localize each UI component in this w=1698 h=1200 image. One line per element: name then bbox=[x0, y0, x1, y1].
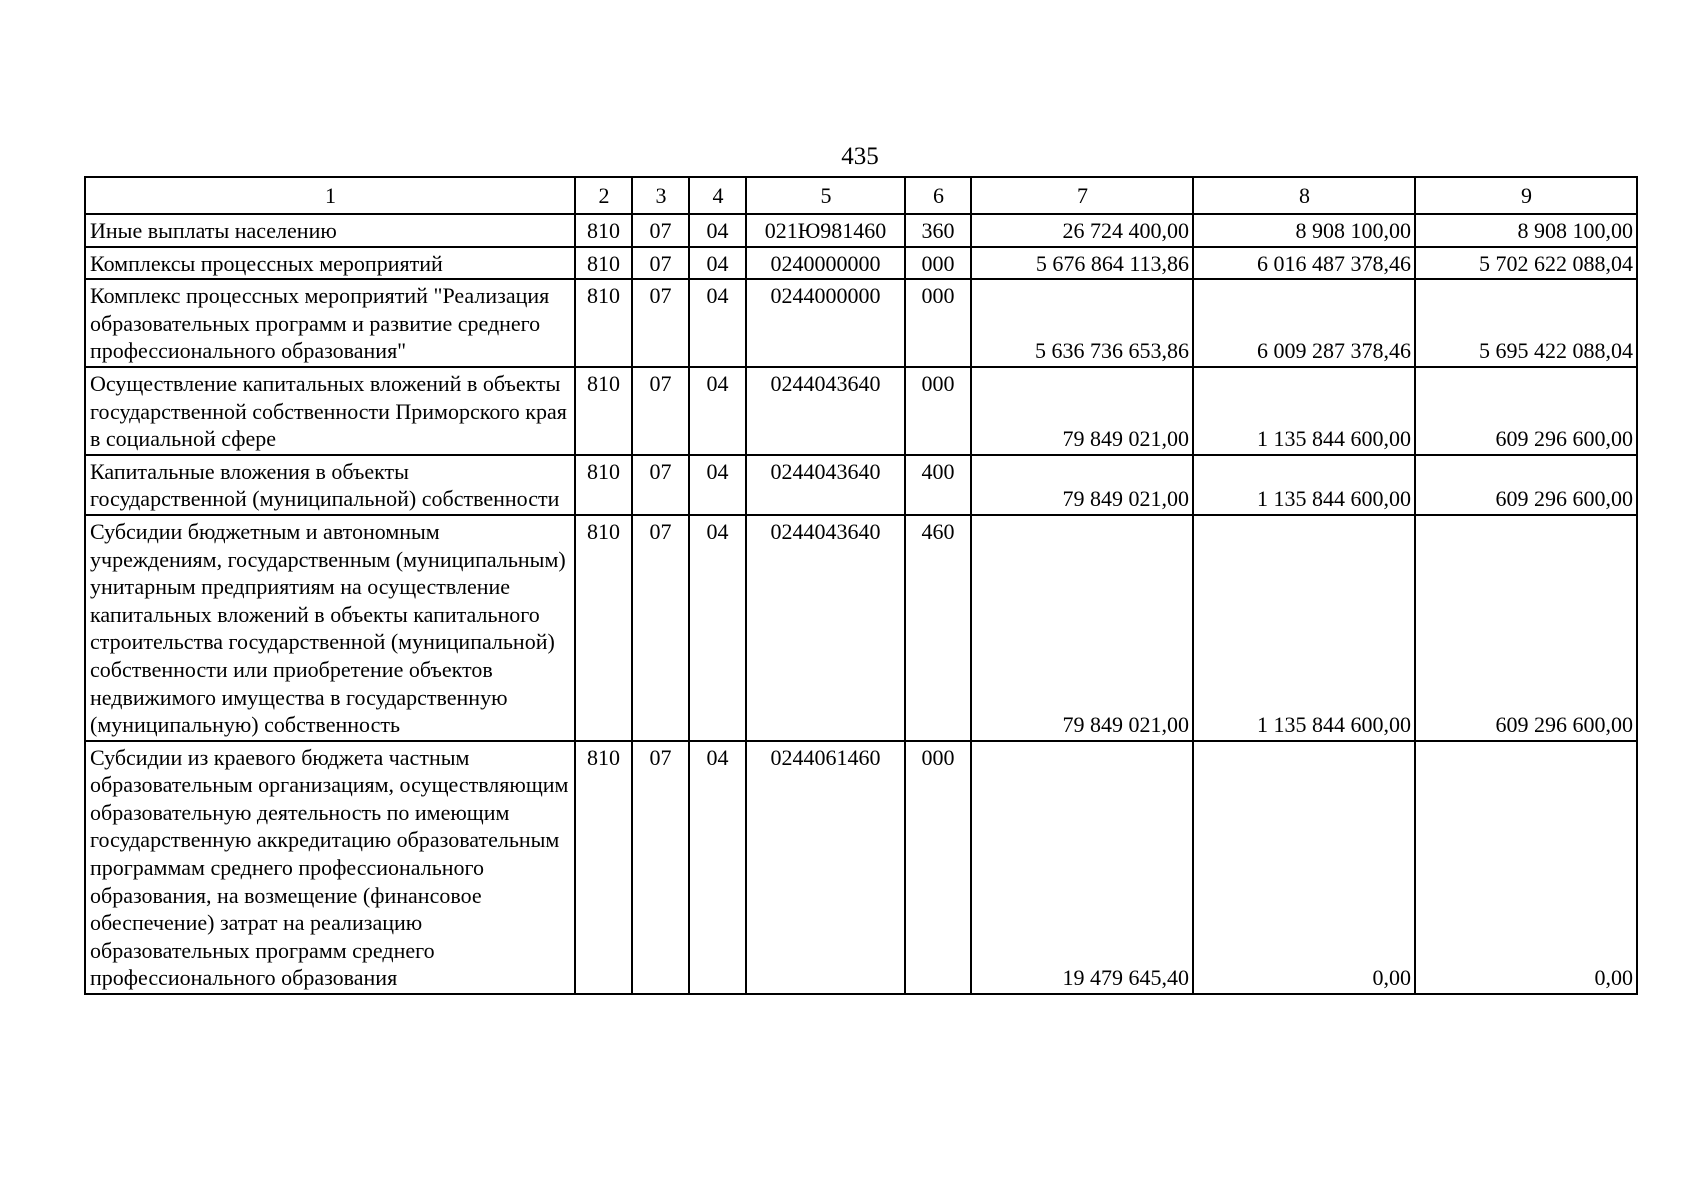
table-row bbox=[85, 455, 1637, 515]
row-name: Капитальные вложения в объекты государственной (муниципальной) собственности bbox=[85, 455, 575, 515]
code-cell: 000 bbox=[905, 367, 971, 455]
code-cell: 810 bbox=[575, 367, 632, 455]
amount-cell: 6 009 287 378,46 bbox=[1193, 279, 1415, 367]
table-row bbox=[85, 279, 1637, 367]
amount-cell: 26 724 400,00 bbox=[971, 214, 1193, 247]
amount-cell: 609 296 600,00 bbox=[1415, 367, 1637, 455]
code-cell: 000 bbox=[905, 279, 971, 367]
code-cell: 04 bbox=[689, 741, 746, 994]
table-row bbox=[85, 247, 1637, 280]
code-cell: 021Ю981460 bbox=[746, 214, 905, 247]
row-name: Субсидии бюджетным и автономным учреждениям, государственным (муниципальным) унитарным предприятиям на осуществление капитальных вложений в объекты капитального строительства государственной (муниципальной) собственности или приобретение объектов недвижимого имущества в государственную (муниципальную) собственность bbox=[85, 515, 575, 741]
code-cell: 0244043640 bbox=[746, 515, 905, 741]
code-cell: 07 bbox=[632, 247, 689, 280]
code-cell: 07 bbox=[632, 515, 689, 741]
code-cell: 000 bbox=[905, 741, 971, 994]
code-cell: 04 bbox=[689, 279, 746, 367]
code-cell: 460 bbox=[905, 515, 971, 741]
amount-cell: 5 676 864 113,86 bbox=[971, 247, 1193, 280]
code-cell: 04 bbox=[689, 515, 746, 741]
table-row bbox=[85, 741, 1637, 994]
column-header: 7 bbox=[971, 177, 1193, 214]
row-name: Комплексы процессных мероприятий bbox=[85, 247, 575, 280]
amount-cell: 8 908 100,00 bbox=[1193, 214, 1415, 247]
amount-cell: 6 016 487 378,46 bbox=[1193, 247, 1415, 280]
code-cell: 0244000000 bbox=[746, 279, 905, 367]
code-cell: 04 bbox=[689, 455, 746, 515]
column-header: 2 bbox=[575, 177, 632, 214]
amount-cell: 79 849 021,00 bbox=[971, 455, 1193, 515]
amount-cell: 5 702 622 088,04 bbox=[1415, 247, 1637, 280]
amount-cell: 0,00 bbox=[1193, 741, 1415, 994]
code-cell: 04 bbox=[689, 367, 746, 455]
column-header: 6 bbox=[905, 177, 971, 214]
page-number: 435 bbox=[841, 143, 879, 170]
column-header: 5 bbox=[746, 177, 905, 214]
amount-cell: 8 908 100,00 bbox=[1415, 214, 1637, 247]
code-cell: 810 bbox=[575, 741, 632, 994]
column-header: 3 bbox=[632, 177, 689, 214]
column-header: 1 bbox=[85, 177, 575, 214]
code-cell: 000 bbox=[905, 247, 971, 280]
code-cell: 07 bbox=[632, 214, 689, 247]
code-cell: 810 bbox=[575, 247, 632, 280]
amount-cell: 79 849 021,00 bbox=[971, 367, 1193, 455]
amount-cell: 79 849 021,00 bbox=[971, 515, 1193, 741]
amount-cell: 609 296 600,00 bbox=[1415, 455, 1637, 515]
column-header: 9 bbox=[1415, 177, 1637, 214]
amount-cell: 5 695 422 088,04 bbox=[1415, 279, 1637, 367]
table-row bbox=[85, 214, 1637, 247]
code-cell: 07 bbox=[632, 367, 689, 455]
code-cell: 04 bbox=[689, 214, 746, 247]
amount-cell: 1 135 844 600,00 bbox=[1193, 455, 1415, 515]
amount-cell: 1 135 844 600,00 bbox=[1193, 515, 1415, 741]
code-cell: 360 bbox=[905, 214, 971, 247]
amount-cell: 1 135 844 600,00 bbox=[1193, 367, 1415, 455]
row-name: Осуществление капитальных вложений в объекты государственной собственности Приморского края в социальной сфере bbox=[85, 367, 575, 455]
code-cell: 810 bbox=[575, 455, 632, 515]
code-cell: 400 bbox=[905, 455, 971, 515]
code-cell: 0244061460 bbox=[746, 741, 905, 994]
code-cell: 07 bbox=[632, 741, 689, 994]
amount-cell: 609 296 600,00 bbox=[1415, 515, 1637, 741]
table-row bbox=[85, 367, 1637, 455]
amount-cell: 19 479 645,40 bbox=[971, 741, 1193, 994]
code-cell: 0240000000 bbox=[746, 247, 905, 280]
code-cell: 07 bbox=[632, 279, 689, 367]
column-header: 8 bbox=[1193, 177, 1415, 214]
code-cell: 810 bbox=[575, 279, 632, 367]
amount-cell: 5 636 736 653,86 bbox=[971, 279, 1193, 367]
code-cell: 07 bbox=[632, 455, 689, 515]
code-cell: 04 bbox=[689, 247, 746, 280]
header-row bbox=[85, 177, 1637, 214]
row-name: Комплекс процессных мероприятий "Реализация образовательных программ и развитие среднего профессионального образования" bbox=[85, 279, 575, 367]
code-cell: 0244043640 bbox=[746, 455, 905, 515]
column-header: 4 bbox=[689, 177, 746, 214]
row-name: Субсидии из краевого бюджета частным образовательным организациям, осуществляющим образовательную деятельность по имеющим государственную аккредитацию образовательным программам среднего профессионального образования, на возмещение (финансовое обеспечение) затрат на реализацию образовательных программ среднего профессионального образования bbox=[85, 741, 575, 994]
code-cell: 810 bbox=[575, 515, 632, 741]
budget-table bbox=[84, 176, 1638, 995]
row-name: Иные выплаты населению bbox=[85, 214, 575, 247]
amount-cell: 0,00 bbox=[1415, 741, 1637, 994]
code-cell: 810 bbox=[575, 214, 632, 247]
table-row bbox=[85, 515, 1637, 741]
code-cell: 0244043640 bbox=[746, 367, 905, 455]
